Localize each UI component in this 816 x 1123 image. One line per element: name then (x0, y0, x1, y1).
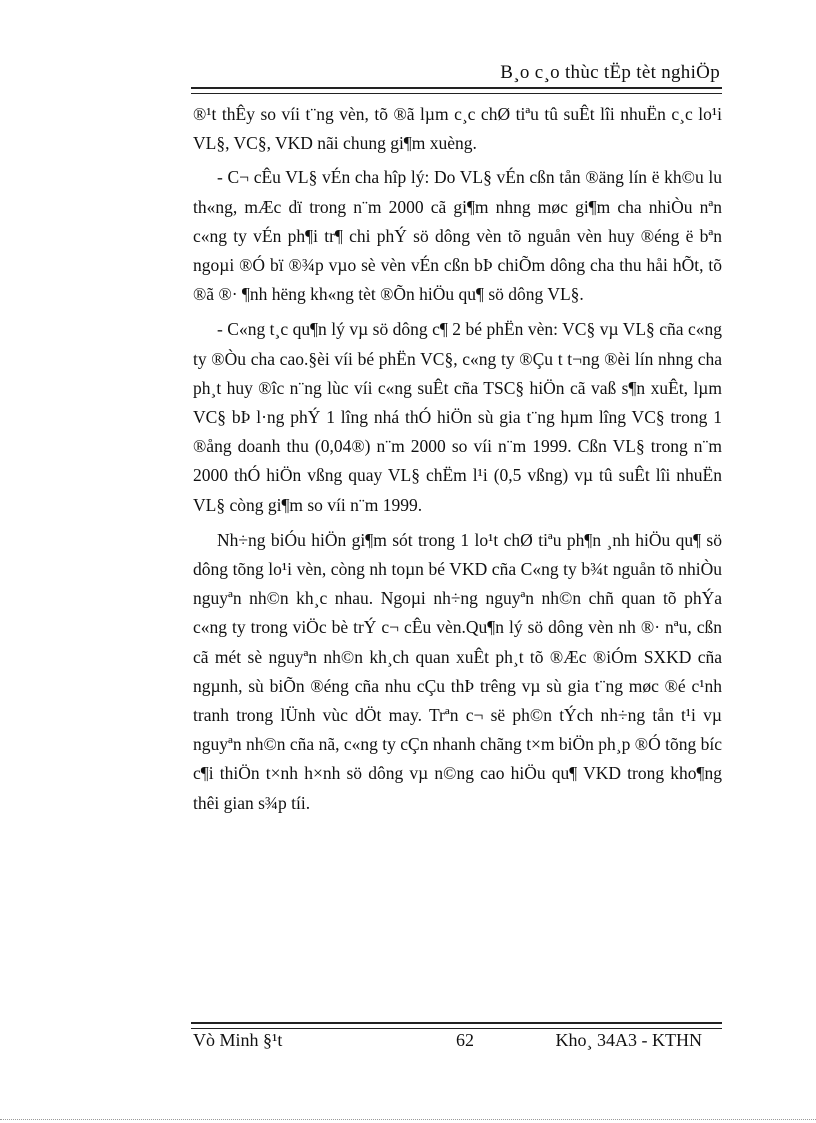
paragraph-capital-management: - C«ng t¸c qu¶n lý vµ sö dông c¶ 2 bé phËn vèn: VC§ vµ VL§ cña c«ng ty ®Òu cha cao.§èi víi bé phËn VC§, c«ng ty ®Çu t t¬ng ®èi lín nhng cha ph¸t huy ®îc n¨ng lùc víi c«ng suÊt cña TSC§ hiÖn cã vaß s¶n xuÊt, lµm VC§ bÞ l·ng phÝ 1 lîng nhá thÓ hiÖn sù gia t¨ng hµm lîng VC§ trong 1 ®ång doanh thu (0,04®) n¨m 2000 so víi n¨m 1999. Cßn VL§ trong n¨m 2000 thÓ hiÖn vßng quay VL§ chËm l¹i (0,5 vßng) vµ tû suÊt lîi nhuËn VL§ còng gi¶m so víi n¨m 1999. (193, 319, 722, 515)
page-header-title: B¸o c¸o thùc tËp tèt nghiÖp (500, 62, 720, 83)
paragraph-causes: Nh÷ng biÓu hiÖn gi¶m sót trong 1 lo¹t chØ tiªu ph¶n ¸nh hiÖu qu¶ sö dông tõng lo¹i vèn, còng nh toµn bé VKD cña C«ng ty b¾t nguån tõ nhiÒu nguyªn nh©n kh¸c nhau. Ngoµi nh÷ng nguyªn nh©n chñ quan tõ phÝa c«ng ty trong viÖc bè trÝ c¬ cÊu vèn.Qu¶n lý sö dông vèn nh ®· nªu, cßn cã mét sè nguyªn nh©n kh¸ch quan xuÊt ph¸t tõ ®Æc ®iÓm SXKD cña ngµnh, sù biÕn ®éng cña nhu cÇu thÞ trêng vµ sù gia t¨ng møc ®é c¹nh tranh trong lÜnh vùc dÖt may. Trªn c¬ së ph©n tÝch nh÷ng tån t¹i vµ nguyªn nh©n cña nã, c«ng ty cÇn nhanh chãng t×m biÖn ph¸p ®Ó tõng bíc c¶i thiÖn t×nh h×nh sö dông vµ n©ng cao hiÖu qu¶ VKD trong kho¶ng thêi gian s¾p tíi. (193, 529, 722, 813)
footer-course: Kho¸ 34A3 - KTHN (555, 1030, 702, 1050)
document-body (193, 100, 722, 824)
footer-author: Vò Minh §¹t (193, 1030, 283, 1050)
header-divider (191, 87, 722, 94)
page-footer (193, 1030, 722, 1056)
page-bottom-edge (0, 1119, 816, 1120)
paragraph-working-capital-structure: - C¬ cÊu VL§ vÉn cha hîp lý: Do VL§ vÉn cßn tån ®äng lín ë kh©u lu th«ng, mÆc dï trong n¨m 2000 cã gi¶m nhng møc gi¶m cha nhiÒu nªn c«ng ty vÉn ph¶i tr¶ chi phÝ sö dông vèn tõ nguån vèn huy ®éng ë bªn ngoµi ®Ó bï ®¾p vµo sè vèn vÉn cßn bÞ chiÕm dông cha thu håi hÕt, tõ ®ã ®· ¶nh hëng kh«ng tèt ®Õn hiÖu qu¶ sö dông VL§. (193, 167, 722, 305)
footer-divider (191, 1022, 722, 1029)
page-number: 62 (456, 1030, 474, 1050)
paragraph-continuation: ®¹t thÊy so víi t¨ng vèn, tõ ®ã lµm c¸c chØ tiªu tû suÊt lîi nhuËn c¸c lo¹i VL§, VC§, VKD nãi chung gi¶m xuèng. (193, 104, 722, 154)
